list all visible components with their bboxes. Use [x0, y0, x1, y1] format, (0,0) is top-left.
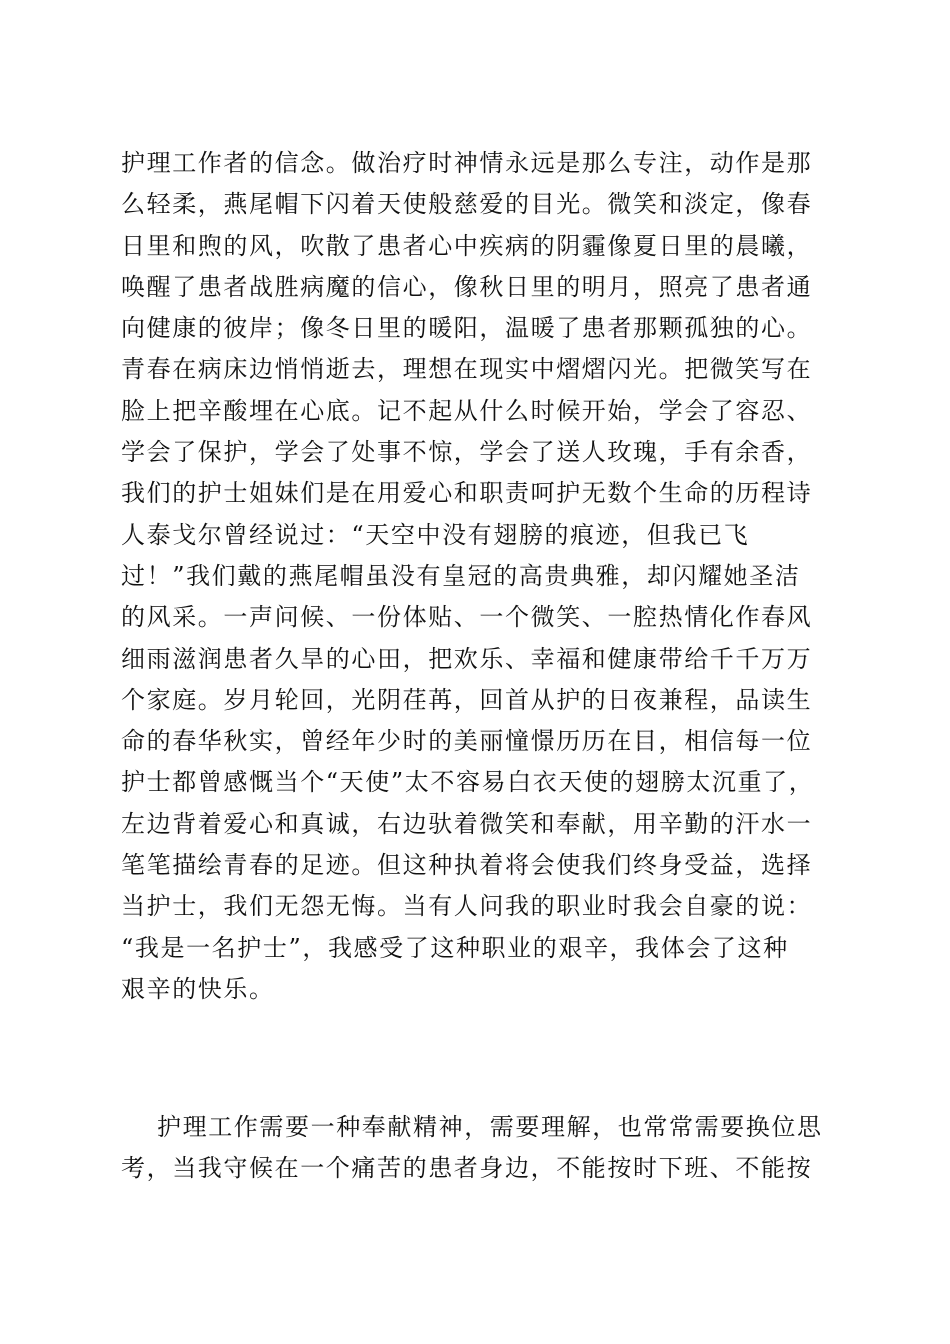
text-line: “我是一名护士”，我感受了这种职业的艰辛，我体会了这种 — [121, 933, 789, 962]
text-line: 脸上把辛酸埋在心底。记不起从什么时候开始，学会了容忍、 — [121, 396, 813, 425]
text-line: 艰辛的快乐。 — [121, 974, 275, 1003]
text-line: 过！”我们戴的燕尾帽虽没有皇冠的高贵典雅，却闪耀她圣洁 — [121, 561, 801, 590]
text-line: 命的春华秋实，曾经年少时的美丽憧憬历历在目，相信每一位 — [121, 727, 813, 756]
text-line: 细雨滋润患者久旱的心田，把欢乐、幸福和健康带给千千万万 — [121, 644, 813, 673]
text-line: 护理工作者的信念。做治疗时神情永远是那么专注，动作是那 — [121, 149, 813, 177]
text-line: 向健康的彼岸；像冬日里的暖阳，温暖了患者那颗孤独的心。 — [121, 314, 813, 343]
text-line: 当护士，我们无怨无悔。当有人问我的职业时我会自豪的说： — [121, 892, 813, 921]
text-line: 笔笔描绘青春的足迹。但这种执着将会使我们终身受益，选择 — [121, 851, 813, 880]
text-line: 护理工作需要一种奉献精神，需要理解，也常常需要换位思 — [157, 1113, 823, 1141]
text-line: 学会了保护，学会了处事不惊，学会了送人玫瑰，手有余香， — [121, 438, 813, 467]
text-line: 考，当我守候在一个痛苦的患者身边，不能按时下班、不能按 — [121, 1154, 813, 1183]
text-line: 个家庭。岁月轮回，光阴荏苒，回首从护的日夜兼程，品读生 — [121, 685, 813, 714]
text-line: 青春在病床边悄悄逝去，理想在现实中熠熠闪光。把微笑写在 — [121, 355, 813, 384]
text-line: 左边背着爱心和真诚，右边驮着微笑和奉献，用辛勤的汗水一 — [121, 809, 813, 838]
paragraph-2 — [121, 1107, 841, 1190]
text-line: 的风采。一声问候、一份体贴、一个微笑、一腔热情化作春风 — [121, 603, 813, 632]
paragraph-1 — [121, 143, 841, 1010]
text-line: 我们的护士姐妹们是在用爱心和职责呵护无数个生命的历程诗 — [121, 479, 813, 508]
text-line: 么轻柔，燕尾帽下闪着天使般慈爱的目光。微笑和淡定，像春 — [121, 190, 813, 219]
text-line: 人泰戈尔曾经说过：“天空中没有翅膀的痕迹，但我已飞 — [121, 520, 750, 549]
text-line: 唤醒了患者战胜病魔的信心，像秋日里的明月，照亮了患者通 — [121, 272, 813, 301]
text-line: 日里和煦的风，吹散了患者心中疾病的阴霾像夏日里的晨曦， — [121, 231, 813, 260]
text-line: 护士都曾感慨当个“天使”太不容易白衣天使的翅膀太沉重了， — [121, 768, 815, 797]
